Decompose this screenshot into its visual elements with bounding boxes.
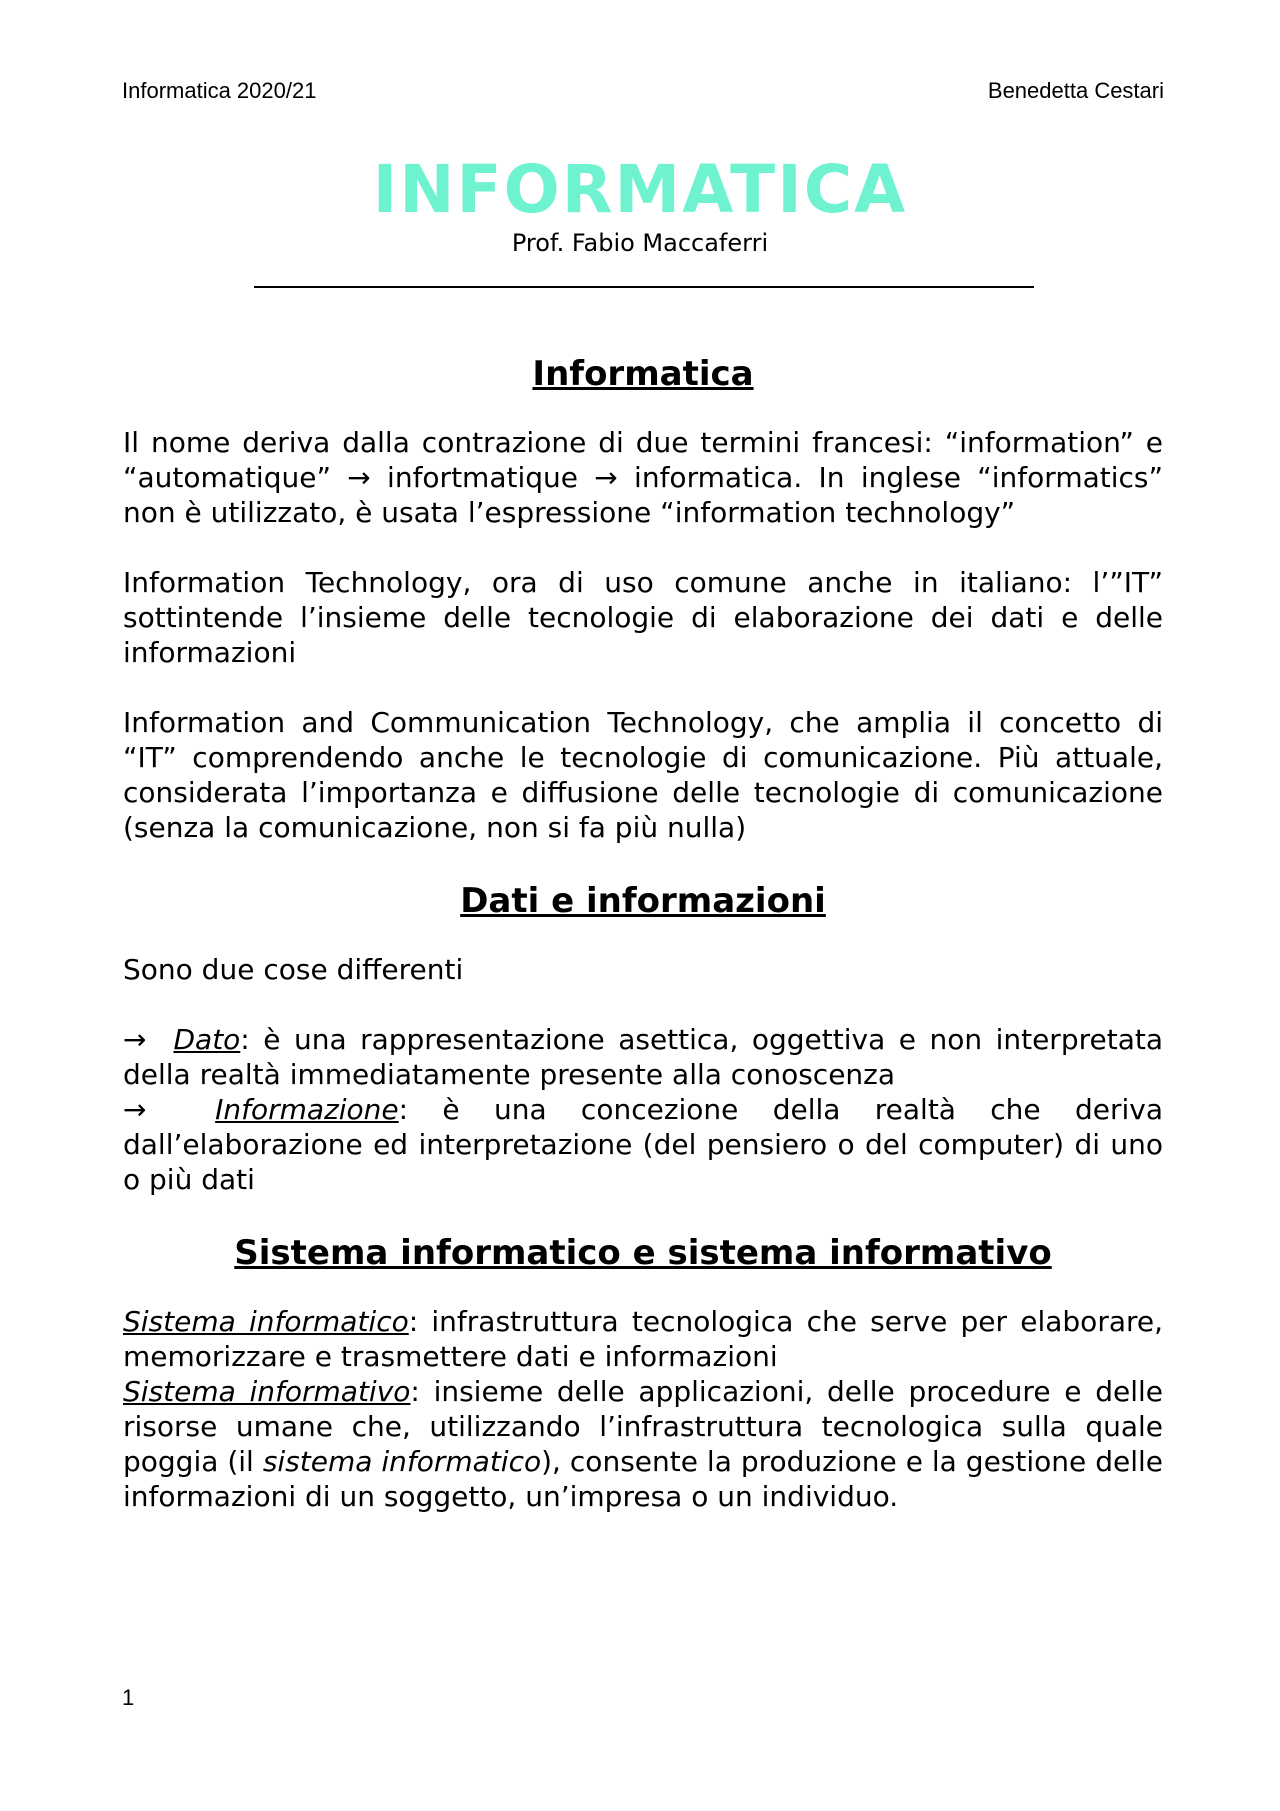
heading-informatica: Informatica	[532, 354, 754, 394]
heading-dati: Dati e informazioni	[460, 881, 826, 921]
definition-sistema-informativo-text-2: ), consente la produzione e la gestione delle informazioni di un soggetto, un’impresa o un individuo.	[123, 1445, 1163, 1513]
definition-sistema-informatico-text: : infrastruttura tecnologica che serve per elaborare, memorizzare e trasmettere dati e informazioni	[123, 1305, 1164, 1373]
definition-dato	[123, 1022, 1163, 1092]
definition-informazione	[123, 1092, 1163, 1197]
term-dato: Dato	[173, 1023, 241, 1056]
term-sistema-informatico: Sistema informatico	[123, 1305, 409, 1338]
paragraph-ict: Information and Communication Technology, che amplia il concetto di “IT” comprendendo anche le tecnologie di comunicazione. Più attuale, considerata l’importanza e diffusione delle tecnologie di comunicazione (senza la comunicazione, non si fa più nulla)	[123, 706, 1163, 844]
paragraph-dati-intro: Sono due cose differenti	[123, 953, 464, 986]
page-header	[122, 78, 1164, 106]
paragraph-it: Information Technology, ora di uso comune anche in italiano: l’”IT” sottintende l’insieme delle tecnologie di elaborazione dei dati e delle informazioni	[123, 566, 1163, 669]
heading-sistema: Sistema informatico e sistema informativo	[234, 1233, 1052, 1273]
term-sistema-informativo: Sistema informativo	[123, 1375, 411, 1408]
definition-sistema-informativo-text-1: : insieme delle applicazioni, delle procedure e delle risorse umane che, utilizzando l’infrastruttura tecnologica sulla quale poggia (il	[123, 1375, 1163, 1478]
definition-sistema-informatico	[123, 1304, 1163, 1374]
definition-informazione-text: : è una concezione della realtà che deriva dall’elaborazione ed interpretazione (del pensiero o del computer) di uno o più dati	[123, 1093, 1163, 1196]
arrow-right-icon: →	[123, 1093, 147, 1126]
arrow-right-icon: →	[123, 1023, 147, 1056]
header-author: Benedetta Cestari	[987, 78, 1164, 103]
title-divider	[254, 286, 1034, 288]
document-subtitle: Prof. Fabio Maccaferri	[511, 229, 769, 257]
page-number: 1	[122, 1685, 135, 1710]
document-title: INFORMATICA	[372, 151, 908, 228]
paragraph-etymology: Il nome deriva dalla contrazione di due termini francesi: “information” e “automatique” → infortmatique → informatica. In inglese “informatics” non è utilizzato, è usata l’espressione “information technology”	[123, 426, 1163, 529]
term-informazione: Informazione	[215, 1093, 399, 1126]
sistema-informatico-italic: sistema informatico	[262, 1445, 542, 1478]
document-body	[123, 350, 1163, 1514]
definition-dato-text: : è una rappresentazione asettica, oggettiva e non interpretata della realtà immediatamente presente alla conoscenza	[123, 1023, 1163, 1091]
definition-sistema-informativo	[123, 1374, 1163, 1514]
header-course: Informatica 2020/21	[122, 78, 317, 103]
